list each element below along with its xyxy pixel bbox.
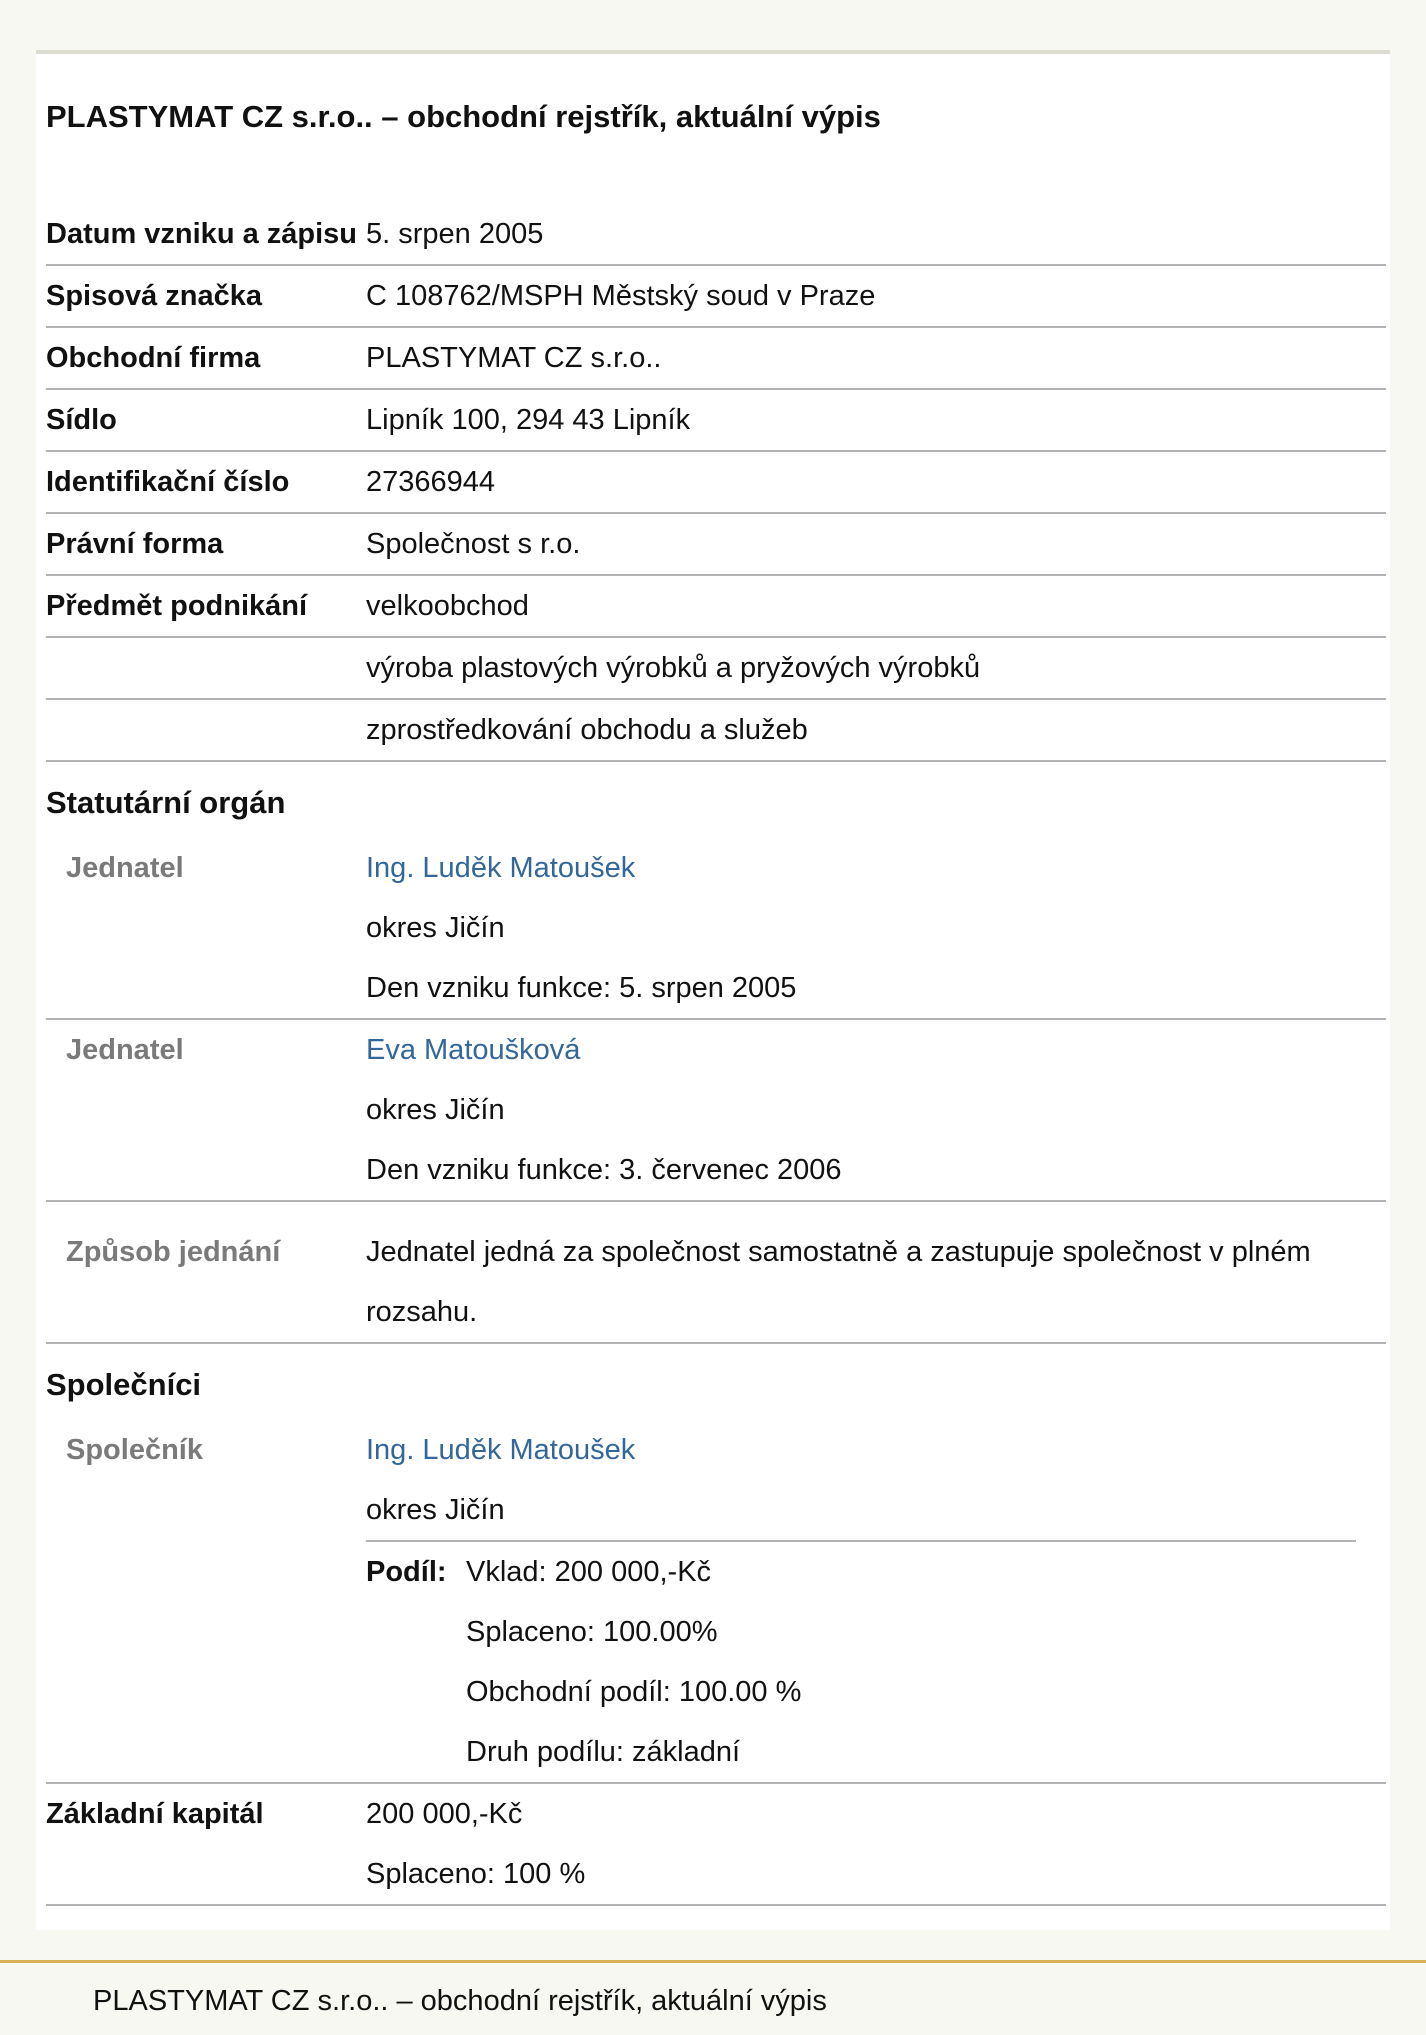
row-predmet-2 <box>46 638 1386 700</box>
row-zpusob <box>46 1202 1386 1344</box>
value-predmet-3: zprostředkování obchodu a služeb <box>366 714 808 746</box>
label-jednatel-1: Jednatel <box>66 852 184 884</box>
register-card <box>36 50 1390 1930</box>
value-forma: Společnost s r.o. <box>366 528 581 560</box>
row-sidlo <box>46 390 1386 452</box>
link-jednatel-1-name[interactable]: Ing. Luděk Matoušek <box>366 852 636 884</box>
label-spolecnik: Společník <box>66 1434 203 1466</box>
footer-text: PLASTYMAT CZ s.r.o.. – obchodní rejstřík, aktuální výpis <box>93 1985 827 2017</box>
row-ico <box>46 452 1386 514</box>
label-datum: Datum vzniku a zápisu <box>46 218 358 250</box>
label-spisova: Spisová značka <box>46 280 262 312</box>
page-footer <box>0 1960 1426 2035</box>
value-spisova: C 108762/MSPH Městský soud v Praze <box>366 280 876 312</box>
page-title: PLASTYMAT CZ s.r.o.. – obchodní rejstřík, aktuální výpis <box>46 99 881 134</box>
row-jednatel-1 <box>46 838 1386 1020</box>
podil-vklad: Vklad: 200 000,-Kč <box>466 1556 712 1588</box>
podil-block <box>366 1540 1356 1782</box>
podil-label: Podíl: <box>366 1556 447 1588</box>
value-datum: 5. srpen 2005 <box>366 218 544 250</box>
kapital-splaceno: Splaceno: 100 % <box>366 1858 586 1890</box>
podil-obchodni: Obchodní podíl: 100.00 % <box>466 1676 802 1708</box>
value-predmet-1: velkoobchod <box>366 590 529 622</box>
jednatel-2-funkce: Den vzniku funkce: 3. červenec 2006 <box>366 1154 842 1186</box>
value-zpusob: Jednatel jedná za společnost samostatně a zastupuje společnost v plném rozsahu. <box>366 1236 1311 1328</box>
value-predmet-2: výroba plastových výrobků a pryžových výrobků <box>366 652 981 684</box>
link-spolecnik-name[interactable]: Ing. Luděk Matoušek <box>366 1434 636 1466</box>
label-kapital: Základní kapitál <box>46 1798 264 1830</box>
jednatel-1-funkce: Den vzniku funkce: 5. srpen 2005 <box>366 972 797 1004</box>
row-jednatel-2 <box>46 1020 1386 1202</box>
register-rows <box>46 204 1386 1906</box>
jednatel-1-okres: okres Jičín <box>366 912 505 944</box>
heading-spolecnici: Společníci <box>46 1367 202 1402</box>
label-predmet: Předmět podnikání <box>46 590 308 622</box>
label-forma: Právní forma <box>46 528 224 560</box>
podil-splaceno: Splaceno: 100.00% <box>466 1616 718 1648</box>
kapital-value: 200 000,-Kč <box>366 1798 523 1830</box>
row-kapital <box>46 1784 1386 1906</box>
podil-druh: Druh podílu: základní <box>466 1736 741 1768</box>
spolecnik-okres: okres Jičín <box>366 1494 505 1526</box>
label-firma: Obchodní firma <box>46 342 261 374</box>
row-predmet <box>46 576 1386 638</box>
label-jednatel-2: Jednatel <box>66 1034 184 1066</box>
value-firma: PLASTYMAT CZ s.r.o.. <box>366 342 662 374</box>
label-ico: Identifikační číslo <box>46 466 290 498</box>
label-sidlo: Sídlo <box>46 404 117 436</box>
row-spisova <box>46 266 1386 328</box>
row-spolecnik <box>46 1420 1386 1784</box>
row-forma <box>46 514 1386 576</box>
row-firma <box>46 328 1386 390</box>
row-datum <box>46 204 1386 266</box>
jednatel-2-okres: okres Jičín <box>366 1094 505 1126</box>
value-ico: 27366944 <box>366 466 496 498</box>
row-predmet-3 <box>46 700 1386 762</box>
link-jednatel-2-name[interactable]: Eva Matoušková <box>366 1034 581 1066</box>
label-zpusob: Způsob jednání <box>66 1236 281 1268</box>
value-sidlo: Lipník 100, 294 43 Lipník <box>366 404 691 436</box>
heading-statutarni: Statutární orgán <box>46 785 286 820</box>
